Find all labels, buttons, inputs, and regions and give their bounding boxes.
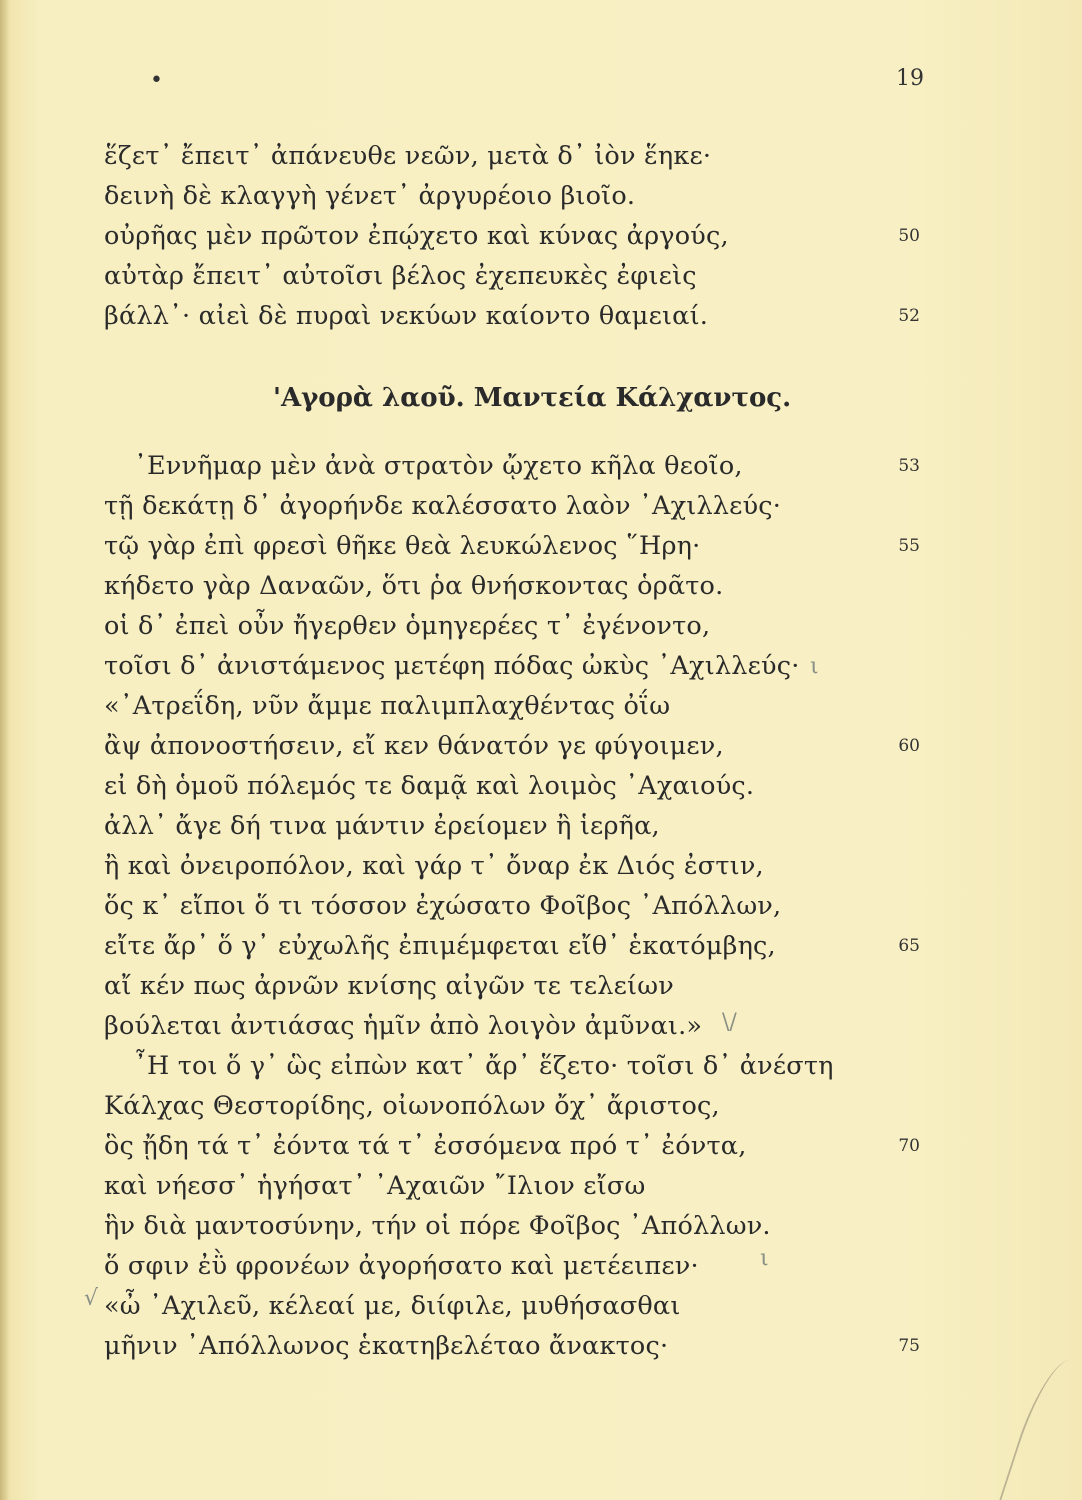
verse-line: ἕζετ᾿ ἔπειτ᾿ ἀπάνευθε νεῶν, μετὰ δ᾿ ἰὸν ἕηκε· bbox=[104, 141, 712, 171]
verse-line: δεινὴ δὲ κλαγγὴ γένετ᾿ ἀργυρέοιο βιοῖο. bbox=[104, 181, 636, 211]
line-number: 55 bbox=[898, 536, 920, 556]
verse-line: ἀλλ᾿ ἄγε δή τινα μάντιν ἐρείομεν ἢ ἱερῆα, bbox=[104, 811, 660, 841]
line-number: 65 bbox=[898, 936, 920, 956]
line-number: 53 bbox=[898, 456, 920, 476]
pencil-mark: ι bbox=[810, 654, 819, 679]
verse-line: ἢ καὶ ὀνειροπόλον, καὶ γάρ τ᾿ ὄναρ ἐκ Διός ἐστιν, bbox=[104, 851, 764, 881]
page-corner-curl bbox=[999, 1360, 1082, 1500]
verse-line: μῆνιν ᾿Απόλλωνος ἑκατηβελέταο ἄνακτος· bbox=[104, 1331, 669, 1361]
line-number: 52 bbox=[898, 306, 920, 326]
verse-line: οὐρῆας μὲν πρῶτον ἐπῴχετο καὶ κύνας ἀργούς, bbox=[104, 221, 729, 251]
verse-line: ἂψ ἀπονοστήσειν, εἴ κεν θάνατόν γε φύγοιμεν, bbox=[104, 731, 724, 761]
page-dot-mark: • bbox=[150, 68, 163, 93]
verse-line: ὃς ᾔδη τά τ᾿ ἐόντα τά τ᾿ ἐσσόμενα πρό τ᾿ ἐόντα, bbox=[104, 1131, 747, 1161]
verse-line: εἴτε ἄρ᾿ ὅ γ᾿ εὐχωλῆς ἐπιμέμφεται εἴθ᾿ ἑκατόμβης, bbox=[104, 931, 776, 961]
verse-line: τῇ δεκάτῃ δ᾿ ἀγορήνδε καλέσσατο λαὸν ᾿Αχιλλεύς· bbox=[104, 491, 782, 521]
verse-line: «ὦ ᾿Αχιλεῦ, κέλεαί με, διίφιλε, μυθήσασθαι bbox=[104, 1291, 681, 1321]
verse-line: βούλεται ἀντιάσας ἡμῖν ἀπὸ λοιγὸν ἀμῦναι.» bbox=[104, 1011, 703, 1041]
verse-line: κήδετο γὰρ Δαναῶν, ὅτι ῥα θνήσκοντας ὁρᾶτο. bbox=[104, 571, 724, 601]
page-left-edge bbox=[0, 0, 10, 1500]
line-number: 50 bbox=[898, 226, 920, 246]
verse-line: «᾿Ατρεΐδη, νῦν ἄμμε παλιμπλαχθέντας ὀΐω bbox=[104, 691, 671, 721]
pencil-mark: \/ bbox=[722, 1010, 737, 1035]
verse-line: καὶ νήεσσ᾿ ἡγήσατ᾿ ᾿Αχαιῶν ῎Ιλιον εἴσω bbox=[104, 1171, 646, 1201]
verse-line: εἰ δὴ ὁμοῦ πόλεμός τε δαμᾷ καὶ λοιμὸς ᾿Αχαιούς. bbox=[104, 771, 755, 801]
verse-line: βάλλ᾿· αἰεὶ δὲ πυραὶ νεκύων καίοντο θαμειαί. bbox=[104, 301, 709, 331]
verse-line: τοῖσι δ᾿ ἀνιστάμενος μετέφη πόδας ὠκὺς ᾿Αχιλλεύς· bbox=[104, 651, 800, 681]
pencil-mark: √ bbox=[84, 1286, 99, 1311]
line-number: 60 bbox=[898, 736, 920, 756]
verse-line: ῏Η τοι ὅ γ᾿ ὣς εἰπὼν κατ᾿ ἄρ᾿ ἕζετο· τοῖσι δ᾿ ἀνέστη bbox=[134, 1051, 834, 1081]
section-heading: 'Αγορὰ λαοῦ. Μαντεία Κάλχαντος. bbox=[273, 383, 792, 413]
verse-line: οἱ δ᾿ ἐπεὶ οὖν ἤγερθεν ὁμηγερέες τ᾿ ἐγένοντο, bbox=[104, 611, 711, 641]
verse-line: ᾿Εννῆμαρ μὲν ἀνὰ στρατὸν ᾤχετο κῆλα θεοῖο, bbox=[134, 451, 743, 481]
verse-line: ὅ σφιν ἐῢ φρονέων ἀγορήσατο καὶ μετέειπεν· bbox=[104, 1251, 699, 1281]
verse-line: Κάλχας Θεστορίδης, οἰωνοπόλων ὄχ᾿ ἄριστος, bbox=[104, 1091, 720, 1121]
verse-line: ἣν διὰ μαντοσύνην, τήν οἱ πόρε Φοῖβος ᾿Απόλλων. bbox=[104, 1211, 771, 1241]
page-number: 19 bbox=[896, 66, 924, 91]
verse-line: ὅς κ᾿ εἴποι ὅ τι τόσσον ἐχώσατο Φοῖβος ᾿Απόλλων, bbox=[104, 891, 782, 921]
line-number: 70 bbox=[898, 1136, 920, 1156]
line-number: 75 bbox=[898, 1336, 920, 1356]
verse-line: τῷ γὰρ ἐπὶ φρεσὶ θῆκε θεὰ λευκώλενος ῞Ηρη· bbox=[104, 531, 701, 561]
verse-line: αἴ κέν πως ἀρνῶν κνίσης αἰγῶν τε τελείων bbox=[104, 971, 674, 1001]
verse-line: αὐτὰρ ἔπειτ᾿ αὐτοῖσι βέλος ἐχεπευκὲς ἐφιεὶς bbox=[104, 261, 697, 291]
pencil-mark: ι bbox=[760, 1246, 769, 1271]
